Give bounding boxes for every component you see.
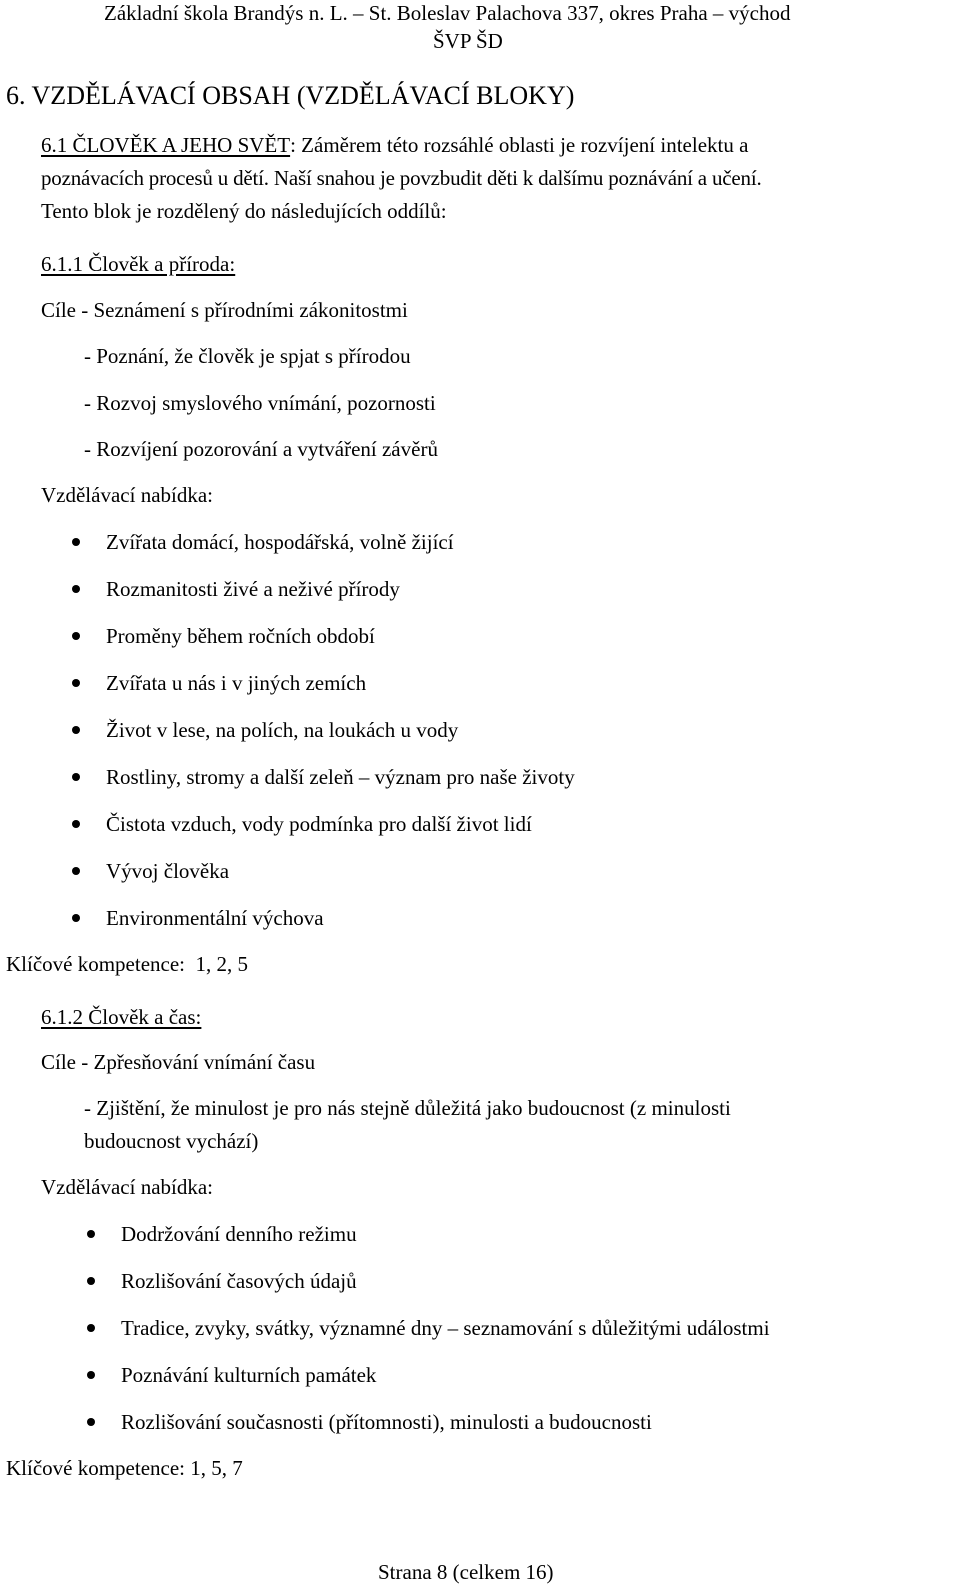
block2-goal-line-1: - Zjištění, že minulost je pro nás stejně důležitá jako budoucnost (z minulosti [84,1096,731,1120]
block2-competences: Klíčové kompetence: 1, 5, 7 [6,1456,243,1480]
bullet-icon [72,773,80,781]
bullet-icon [72,679,80,687]
block1-goal: - Rozvoj smyslového vnímání, pozornosti [84,391,436,415]
bullet-icon [72,867,80,875]
block1-item: Rozmanitosti živé a neživé přírody [106,577,400,601]
bullet-icon [72,726,80,734]
bullet-icon [87,1418,95,1426]
header-school: Základní škola Brandýs n. L. – St. Boleslav Palachova 337, okres Praha – východ [104,1,791,25]
bullet-icon [72,632,80,640]
bullet-icon [72,914,80,922]
bullet-icon [87,1277,95,1285]
bullet-icon [87,1324,95,1332]
section-title: 6. VZDĚLÁVACÍ OBSAH (VZDĚLÁVACÍ BLOKY) [6,81,575,110]
block2-item: Rozlišování časových údajů [121,1269,357,1293]
block2-goal-main: Cíle - Zpřesňování vnímání času [41,1050,316,1074]
block2-item: Tradice, zvyky, svátky, významné dny – seznamování s důležitými událostmi [121,1316,770,1340]
block2-goal-line-2: budoucnost vychází) [84,1129,259,1153]
block2-item: Rozlišování současnosti (přítomnosti), minulosti a budoucnosti [121,1410,652,1434]
block1-item: Vývoj člověka [106,859,230,883]
block1-goal: - Rozvíjení pozorování a vytváření závěrů [84,437,438,461]
bullet-icon [87,1371,95,1379]
intro-line-1 [41,132,943,158]
intro-line-3: Tento blok je rozdělený do následujících oddílů: [41,199,447,223]
block1-item: Čistota vzduch, vody podmínka pro další život lidí [106,812,532,836]
block2-item: Dodržování denního režimu [121,1222,357,1246]
block1-item: Život v lese, na polích, na loukách u vody [106,718,459,742]
bullet-icon [87,1230,95,1238]
bullet-icon [72,820,80,828]
intro-line-1-rest: : Záměrem této rozsáhlé oblasti je rozvíjení intelektu a [290,133,749,157]
block1-item: Zvířata domácí, hospodářská, volně žijící [106,530,454,554]
bullet-icon [72,585,80,593]
block1-heading: 6.1.1 Člověk a příroda: [41,252,236,276]
block2-offer-label: Vzdělávací nabídka: [41,1175,213,1199]
header-document: ŠVP ŠD [433,29,503,53]
block1-goal-main: Cíle - Seznámení s přírodními zákonitostmi [41,298,408,322]
intro-line-2: poznávacích procesů u dětí. Naší snahou je povzbudit děti k dalšímu poznávání a učení. [41,166,762,190]
bullet-icon [72,538,80,546]
block1-goal: - Poznání, že člověk je spjat s přírodou [84,344,411,368]
block1-item: Zvířata u nás i v jiných zemích [106,671,367,695]
block1-offer-label: Vzdělávací nabídka: [41,483,213,507]
block1-competences: Klíčové kompetence: 1, 2, 5 [6,952,249,976]
sub-section-label: 6.1 ČLOVĚK A JEHO SVĚT [41,133,291,157]
block1-item: Rostliny, stromy a další zeleň – význam pro naše životy [106,765,575,789]
block1-item: Proměny během ročních období [106,624,375,648]
block2-item: Poznávání kulturních památek [121,1363,377,1387]
block1-item: Environmentální výchova [106,906,324,930]
block2-heading: 6.1.2 Člověk a čas: [41,1005,202,1029]
page-number: Strana 8 (celkem 16) [378,1560,554,1584]
